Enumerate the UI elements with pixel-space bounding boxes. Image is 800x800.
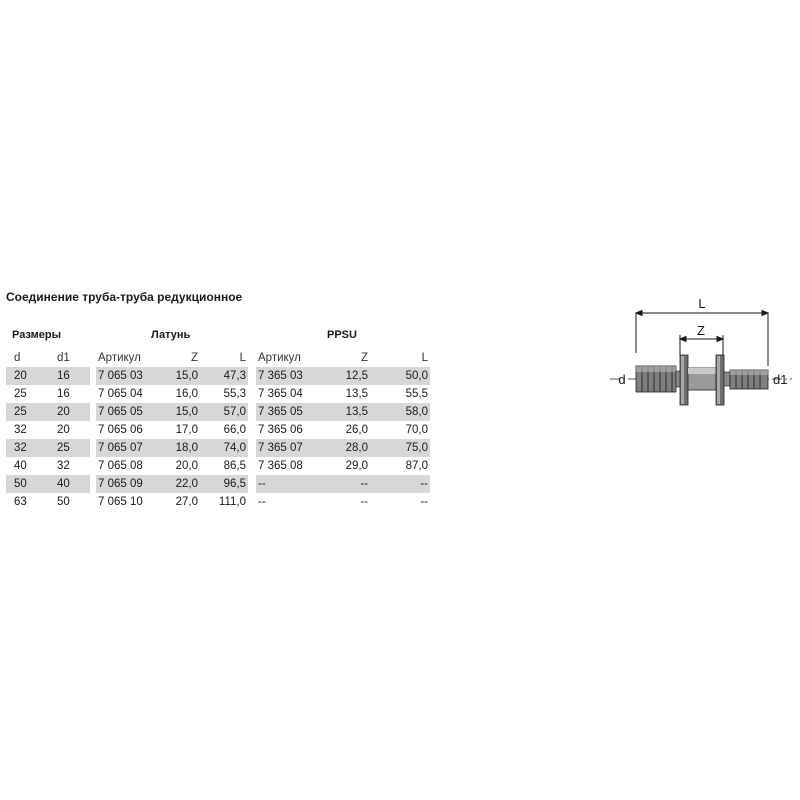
cell-d1: 40 <box>48 475 90 493</box>
cell-ppsu-l: 70,0 <box>405 424 428 436</box>
cell-d: 32 <box>14 424 27 436</box>
cell-brass-l: 96,5 <box>200 475 248 493</box>
table-row <box>6 457 430 475</box>
cell-brass-article: 7 065 05 <box>96 403 170 421</box>
cell-brass-l: 57,0 <box>200 403 248 421</box>
cell-ppsu-z: 13,5 <box>332 403 370 421</box>
table-row <box>6 475 430 493</box>
cell-brass-z: 16,0 <box>175 388 198 400</box>
column-gap <box>248 475 256 493</box>
table-row <box>6 421 430 439</box>
cell-ppsu-article: 7 365 04 <box>258 388 303 400</box>
cell-brass-z: 17,0 <box>175 424 198 436</box>
column-gap <box>248 493 256 511</box>
column-gap <box>248 457 256 475</box>
cell-ppsu-l: -- <box>420 496 428 508</box>
cell-brass-l: 55,3 <box>223 388 246 400</box>
column-header: Артикул <box>98 352 141 364</box>
fitting-drawing <box>600 280 800 420</box>
dim-label-l: L <box>698 296 706 311</box>
cell-brass-article: 7 065 06 <box>98 424 143 436</box>
table-row <box>6 403 430 421</box>
cell-ppsu-l: -- <box>370 475 430 493</box>
column-gap <box>248 421 256 439</box>
cell-ppsu-article: -- <box>256 475 332 493</box>
cell-brass-z: 20,0 <box>175 460 198 472</box>
cell-brass-z: 18,0 <box>170 439 200 457</box>
cell-d: 63 <box>14 496 27 508</box>
cell-d: 32 <box>6 439 48 457</box>
cell-ppsu-article: 7 365 07 <box>256 439 332 457</box>
cell-brass-l: 86,5 <box>223 460 246 472</box>
column-header: d1 <box>57 352 70 364</box>
cell-ppsu-l: 87,0 <box>405 460 428 472</box>
cell-d1: 20 <box>48 403 90 421</box>
cell-d1: 16 <box>48 367 90 385</box>
cell-ppsu-z: -- <box>332 475 370 493</box>
cell-brass-z: 15,0 <box>170 367 200 385</box>
column-header: Артикул <box>258 352 301 364</box>
cell-brass-article: 7 065 04 <box>98 388 143 400</box>
cell-brass-l: 74,0 <box>200 439 248 457</box>
cell-brass-l: 66,0 <box>223 424 246 436</box>
column-header: d <box>14 352 21 364</box>
cell-ppsu-article: 7 365 03 <box>256 367 332 385</box>
spec-table <box>6 349 430 511</box>
cell-ppsu-article: 7 365 08 <box>258 460 303 472</box>
group-heading-sizes: Размеры <box>12 329 62 341</box>
cell-brass-z: 15,0 <box>170 403 200 421</box>
cell-brass-article: 7 065 07 <box>96 439 170 457</box>
cell-ppsu-l: 55,5 <box>405 388 428 400</box>
cell-ppsu-l: 58,0 <box>370 403 430 421</box>
cell-d: 20 <box>6 367 48 385</box>
dim-label-d1: d1 <box>773 372 788 387</box>
group-heading-ppsu: PPSU <box>327 329 357 341</box>
column-header: L <box>421 352 428 364</box>
cell-brass-article: 7 065 03 <box>96 367 170 385</box>
cell-ppsu-article: 7 365 06 <box>258 424 303 436</box>
cell-ppsu-z: -- <box>360 496 368 508</box>
fitting-body <box>636 355 768 405</box>
column-header: Z <box>190 352 198 364</box>
group-heading-brass: Латунь <box>151 329 191 341</box>
column-gap <box>248 439 256 457</box>
page-title: Соединение труба-труба редукционное <box>6 290 243 304</box>
cell-d: 25 <box>14 388 27 400</box>
cell-ppsu-z: 28,0 <box>332 439 370 457</box>
cell-d1: 32 <box>57 460 70 472</box>
cell-d: 40 <box>14 460 27 472</box>
table-header-row <box>6 349 430 367</box>
table-row <box>6 439 430 457</box>
cell-d1: 20 <box>57 424 70 436</box>
cell-d: 50 <box>6 475 48 493</box>
cell-ppsu-z: 13,5 <box>345 388 368 400</box>
cell-d1: 16 <box>57 388 70 400</box>
column-gap <box>248 385 256 403</box>
cell-ppsu-z: 12,5 <box>332 367 370 385</box>
cell-ppsu-l: 50,0 <box>370 367 430 385</box>
dim-label-z: Z <box>697 323 705 338</box>
cell-d1: 25 <box>48 439 90 457</box>
dim-label-d: d <box>618 372 626 387</box>
cell-d: 25 <box>6 403 48 421</box>
cell-brass-article: 7 065 08 <box>98 460 143 472</box>
column-gap <box>248 367 256 385</box>
cell-ppsu-z: 29,0 <box>345 460 368 472</box>
cell-brass-z: 27,0 <box>175 496 198 508</box>
column-gap <box>248 349 256 367</box>
cell-d1: 50 <box>57 496 70 508</box>
cell-ppsu-l: 75,0 <box>370 439 430 457</box>
cell-ppsu-article: -- <box>258 496 266 508</box>
cell-brass-article: 7 065 10 <box>98 496 143 508</box>
column-header: L <box>239 352 246 364</box>
table-row <box>6 493 430 511</box>
cell-brass-z: 22,0 <box>170 475 200 493</box>
cell-brass-article: 7 065 09 <box>96 475 170 493</box>
table-row <box>6 367 430 385</box>
cell-brass-l: 47,3 <box>200 367 248 385</box>
cell-ppsu-z: 26,0 <box>345 424 368 436</box>
cell-ppsu-article: 7 365 05 <box>256 403 332 421</box>
column-header: Z <box>360 352 368 364</box>
cell-brass-l: 111,0 <box>218 496 246 508</box>
column-gap <box>248 403 256 421</box>
table-row <box>6 385 430 403</box>
